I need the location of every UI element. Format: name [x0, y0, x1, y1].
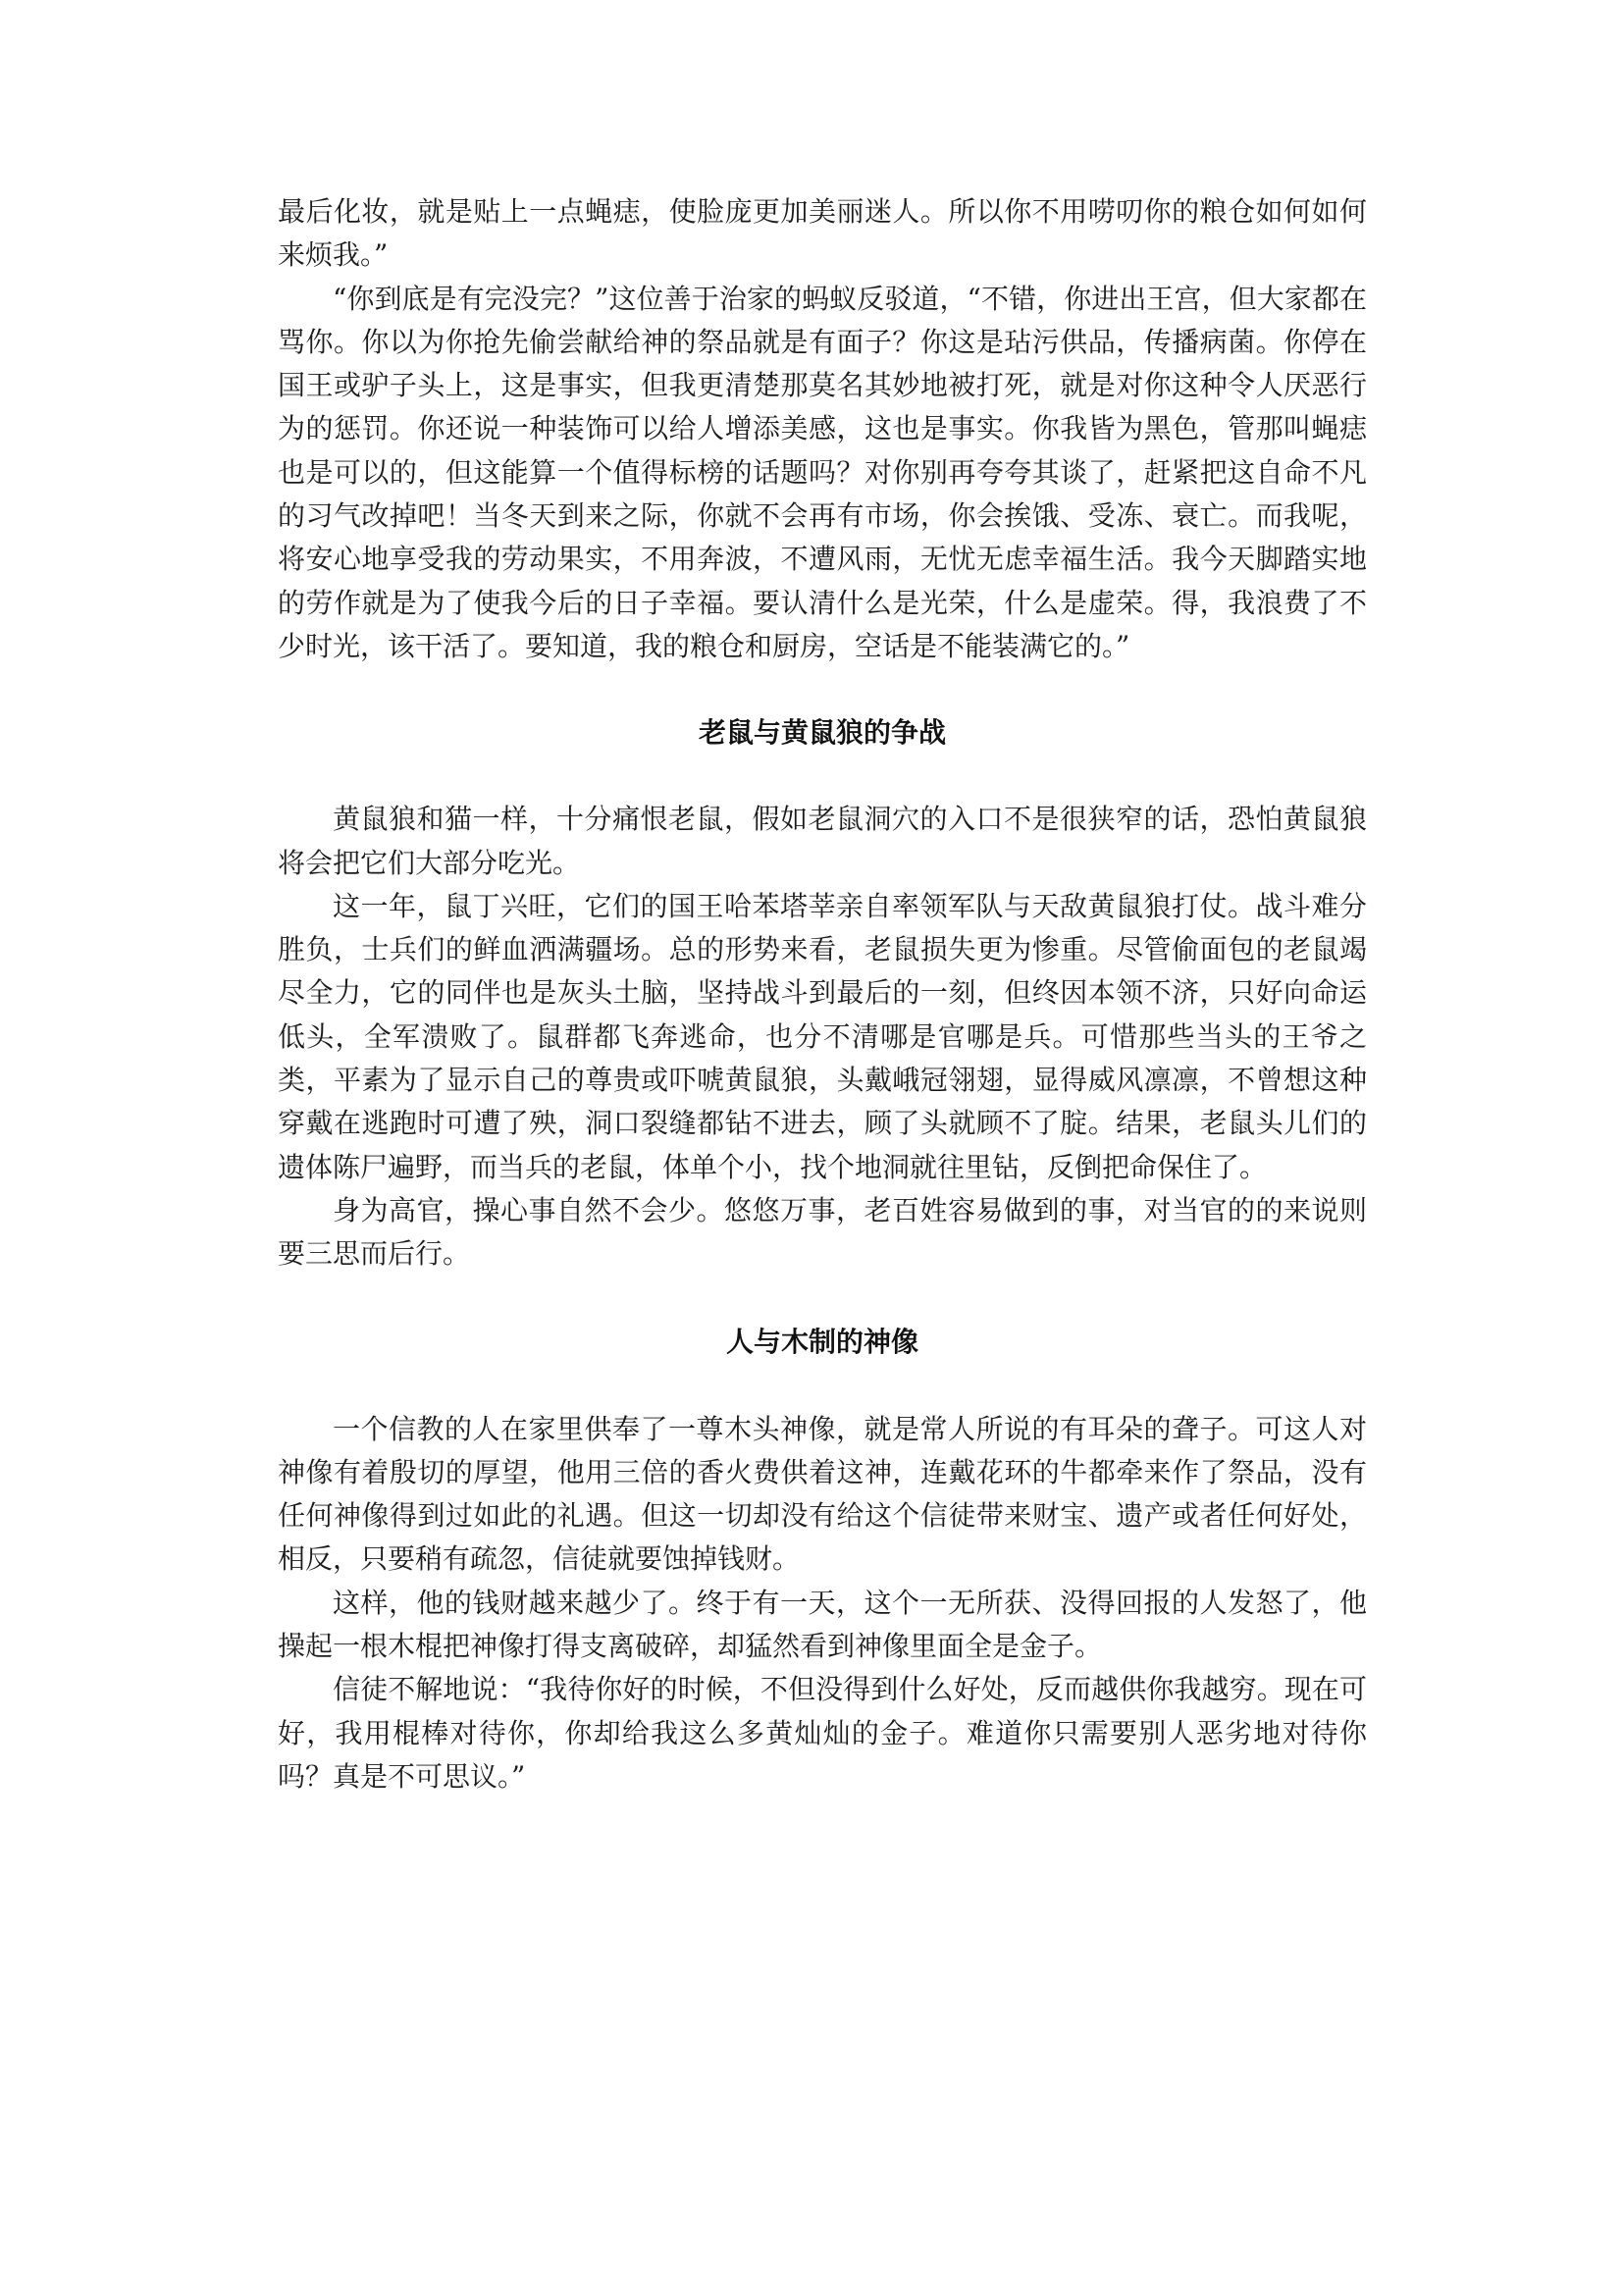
paragraph: 身为高官，操心事自然不会少。悠悠万事，老百姓容易做到的事，对当官的的来说则要三思而后行。 [278, 1193, 1367, 1271]
story-title-man-wooden-god: 人与木制的神像 [725, 1325, 918, 1358]
rat-weasel-story [278, 798, 1367, 1276]
paragraph: “你到底是有完没完？”这位善于治家的蚂蚁反驳道，“不错，你进出王宫，但大家都在骂你。你以为你抢先偷尝献给神的祭品就是有面子？你这是玷污供品，传播病菌。你停在国王或驴子头上，这是事实，但我更清楚那莫名其妙地被打死，就是对你这种令人厌恶行为的惩罚。你还说一种装饰可以给人增添美感，这也是事实。你我皆为黑色，管那叫蝇痣也是可以的，但这能算一个值得标榜的话题吗？对你别再夸夸其谈了，赶紧把这自命不凡的习气改掉吧！当冬天到来之际，你就不会再有市场，你会挨饿、受冻、衰亡。而我呢，将安心地享受我的劳动果实，不用奔波，不遭风雨，无忧无虑幸福生活。我今天脚踏实地的劳作就是为了使我今后的日子幸福。要认清什么是光荣，什么是虚荣。得，我浪费了不少时光，该干活了。要知道，我的粮仓和厨房，空话是不能装满它的。” [278, 282, 1367, 662]
story-title-rat-weasel: 老鼠与黄鼠狼的争战 [698, 716, 946, 750]
paragraph: 黄鼠狼和猫一样，十分痛恨老鼠，假如老鼠洞穴的入口不是很狭窄的话，恐怕黄鼠狼将会把它们大部分吃光。 [278, 803, 1367, 879]
ant-fly-story-ending [278, 190, 1367, 668]
paragraph: 这样，他的钱财越来越少了。终于有一天，这个一无所获、没得回报的人发怒了，他操起一根木棍把神像打得支离破碎，却猛然看到神像里面全是金子。 [278, 1586, 1367, 1663]
paragraph: 信徒不解地说：“我待你好的时候，不但没得到什么好处，反而越供你我越穷。现在可好，我用棍棒对待你，你却给我这么多黄灿灿的金子。难道你只需要别人恶劣地对待你吗？真是不可思议。” [278, 1673, 1367, 1793]
document-page [278, 190, 1367, 1799]
paragraph: 最后化妆，就是贴上一点蝇痣，使脸庞更加美丽迷人。所以你不用唠叨你的粮仓如何如何来烦我。” [278, 195, 1367, 272]
man-wooden-god-story [278, 1408, 1367, 1799]
paragraph: 这一年，鼠丁兴旺，它们的国王哈苯塔莘亲自率领军队与天敌黄鼠狼打仗。战斗难分胜负，士兵们的鲜血洒满疆场。总的形势来看，老鼠损失更为惨重。尽管偷面包的老鼠竭尽全力，它的同伴也是灰头土脑，坚持战斗到最后的一刻，但终因本领不济，只好向命运低头，全军溃败了。鼠群都飞奔逃命，也分不清哪是官哪是兵。可惜那些当头的王爷之类，平素为了显示自己的尊贵或吓唬黄鼠狼，头戴峨冠翎翅，显得威风凛凛，不曾想这种穿戴在逃跑时可遭了殃，洞口裂缝都钻不进去，顾了头就顾不了腚。结果，老鼠头儿们的遗体陈尸遍野，而当兵的老鼠，体单个小，找个地洞就往里钻，反倒把命保住了。 [278, 889, 1367, 1183]
paragraph: 一个信教的人在家里供奉了一尊木头神像，就是常人所说的有耳朵的聋子。可这人对神像有着殷切的厚望，他用三倍的香火费供着这神，连戴花环的牛都牵来作了祭品，没有任何神像得到过如此的礼遇。但这一切却没有给这个信徒带来财宝、遗产或者任何好处，相反，只要稍有疏忽，信徒就要蚀掉钱财。 [278, 1412, 1367, 1576]
